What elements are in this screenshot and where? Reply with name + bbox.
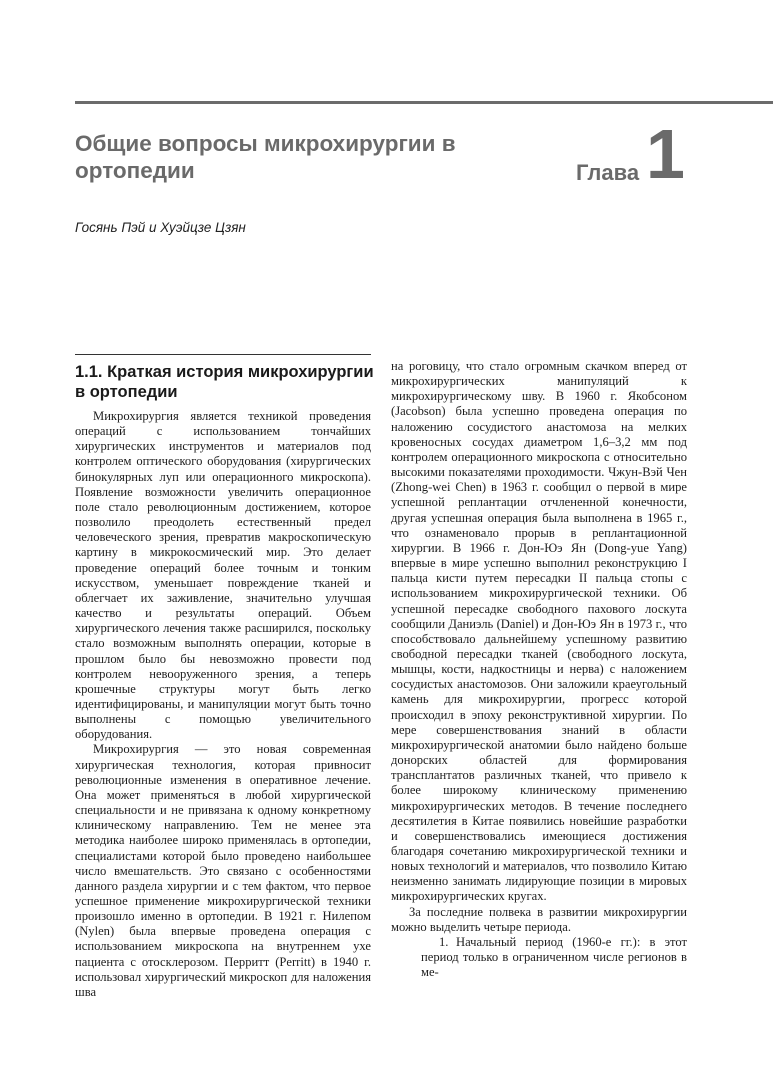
right-column <box>391 359 687 980</box>
chapter-number: 1 <box>646 115 685 193</box>
list-item-number: 1. <box>439 934 449 949</box>
list-item <box>391 935 687 980</box>
left-column <box>75 409 371 1000</box>
paragraph: Микрохирургия является техникой проведения операций с использованием тончайших хирургических инструментов и материалов под контролем оптического оборудования (хирургических бинокулярных луп или операционного микроскопа). Появление возможности увеличить операционное поле стало революционным достижением, которое позволило преодолеть естественный предел человеческого зрения, превратив макроскопическую картину в микрокосмический мир. Это делает проведение операций более точным и тонким искусством, уменьшает повреждение тканей и облегчает их заживление, значительно улучшая качество и результаты операций. Объем хирургического лечения также расширился, поскольку стало возможным выполнять операции, которые в прошлом было бы невозможно провести под контролем невооруженного зрения, а теперь крошечные структуры могут быть легко идентифицированы, и манипуляции могут быть точно выполнены с помощью увеличительного оборудования. <box>75 409 371 742</box>
chapter-title: Общие вопросы микрохирургии в ортопедии <box>75 131 456 183</box>
chapter-label: Глава <box>576 160 640 185</box>
paragraph: Микрохирургия — это новая современная хирургическая технология, которая привносит революционные изменения в оперативное лечение. Она может применяться в любой хирургической специальности и не привязана к одному конкретному клиническому направлению. Тем не менее эта методика наиболее широко применялась в ортопедии, специалистами которой было проведено наибольшее число вмешательств. Это связано с особенностями данного раздела хирургии и с тем фактом, что первое успешное применение микрохирургической техники произошло именно в ортопедии. В 1921 г. Нилепом (Nylen) была впервые проведена операция с использованием микроскопа на внутреннем ухе пациента с отосклерозом. Перритт (Perritt) в 1940 г. использовал хирургический микроскоп для наложения шва <box>75 742 371 999</box>
top-rule <box>75 101 773 104</box>
paragraph: За последние полвека в развитии микрохирургии можно выделить четыре периода. <box>391 904 687 934</box>
paragraph: на роговицу, что стало огромным скачком вперед от микрохирургических манипуляций к микрохирургическому шву. В 1960 г. Якобсоном (Jacobson) была успешно проведена операция по наложению сосудистого анастомоза на мелких кровеносных сосудах диаметром 1,6–3,2 мм под контролем операционного микроскопа с относительно высокими показателями проходимости. Чжун-Вэй Чен (Zhong-wei Chen) в 1963 г. сообщил о первой в мире успешной реплантации отчлененной конечности, другая успешная операция была выполнена в 1965 г., что ознаменовало прорыв в реплантационной хирургии. В 1966 г. Дон-Юэ Ян (Dong-yue Yang) впервые в мире успешно выполнил реконструкцию I пальца кисти путем пересадки II пальца стопы с использованием микрохирургической техники. Об успешной пересадке свободного пахового лоскута сообщили Даниэль (Daniel) и Дон-Юэ Ян в 1973 г., что способствовало дальнейшему успешному развитию свободной пересадки тканей (свободного лоскута, мышцы, кости, надкостницы и нерва) с наложением сосудистых анастомозов. Они заложили краеугольный камень для микрохирургии, прогресс которой происходил в эпоху реконструктивной хирургии. По мере совершенствования знаний в области микрохирургической анатомии было найдено больше донорских областей для формирования трансплантатов различных тканей, что привело к более широкому клиническому применению микрохирургических методов. В течение последнего десятилетия в Китае появились новейшие разработки и совершенствовались имеющиеся достижения благодаря сочетанию микрохирургической техники и новых технологий и материалов, что позволило Китаю неизменно занимать лидирующие позиции в мировых микрохирургических кругах. <box>391 359 687 904</box>
list-item-text: Начальный период (1960-е гг.): в этот период только в ограниченном числе регионов в ме- <box>421 934 687 980</box>
section-rule <box>75 354 371 355</box>
section-heading: 1.1. Краткая история микрохирургии в ортопедии <box>75 363 374 401</box>
chapter-authors: Госянь Пэй и Хуэйцзе Цзян <box>75 220 246 235</box>
